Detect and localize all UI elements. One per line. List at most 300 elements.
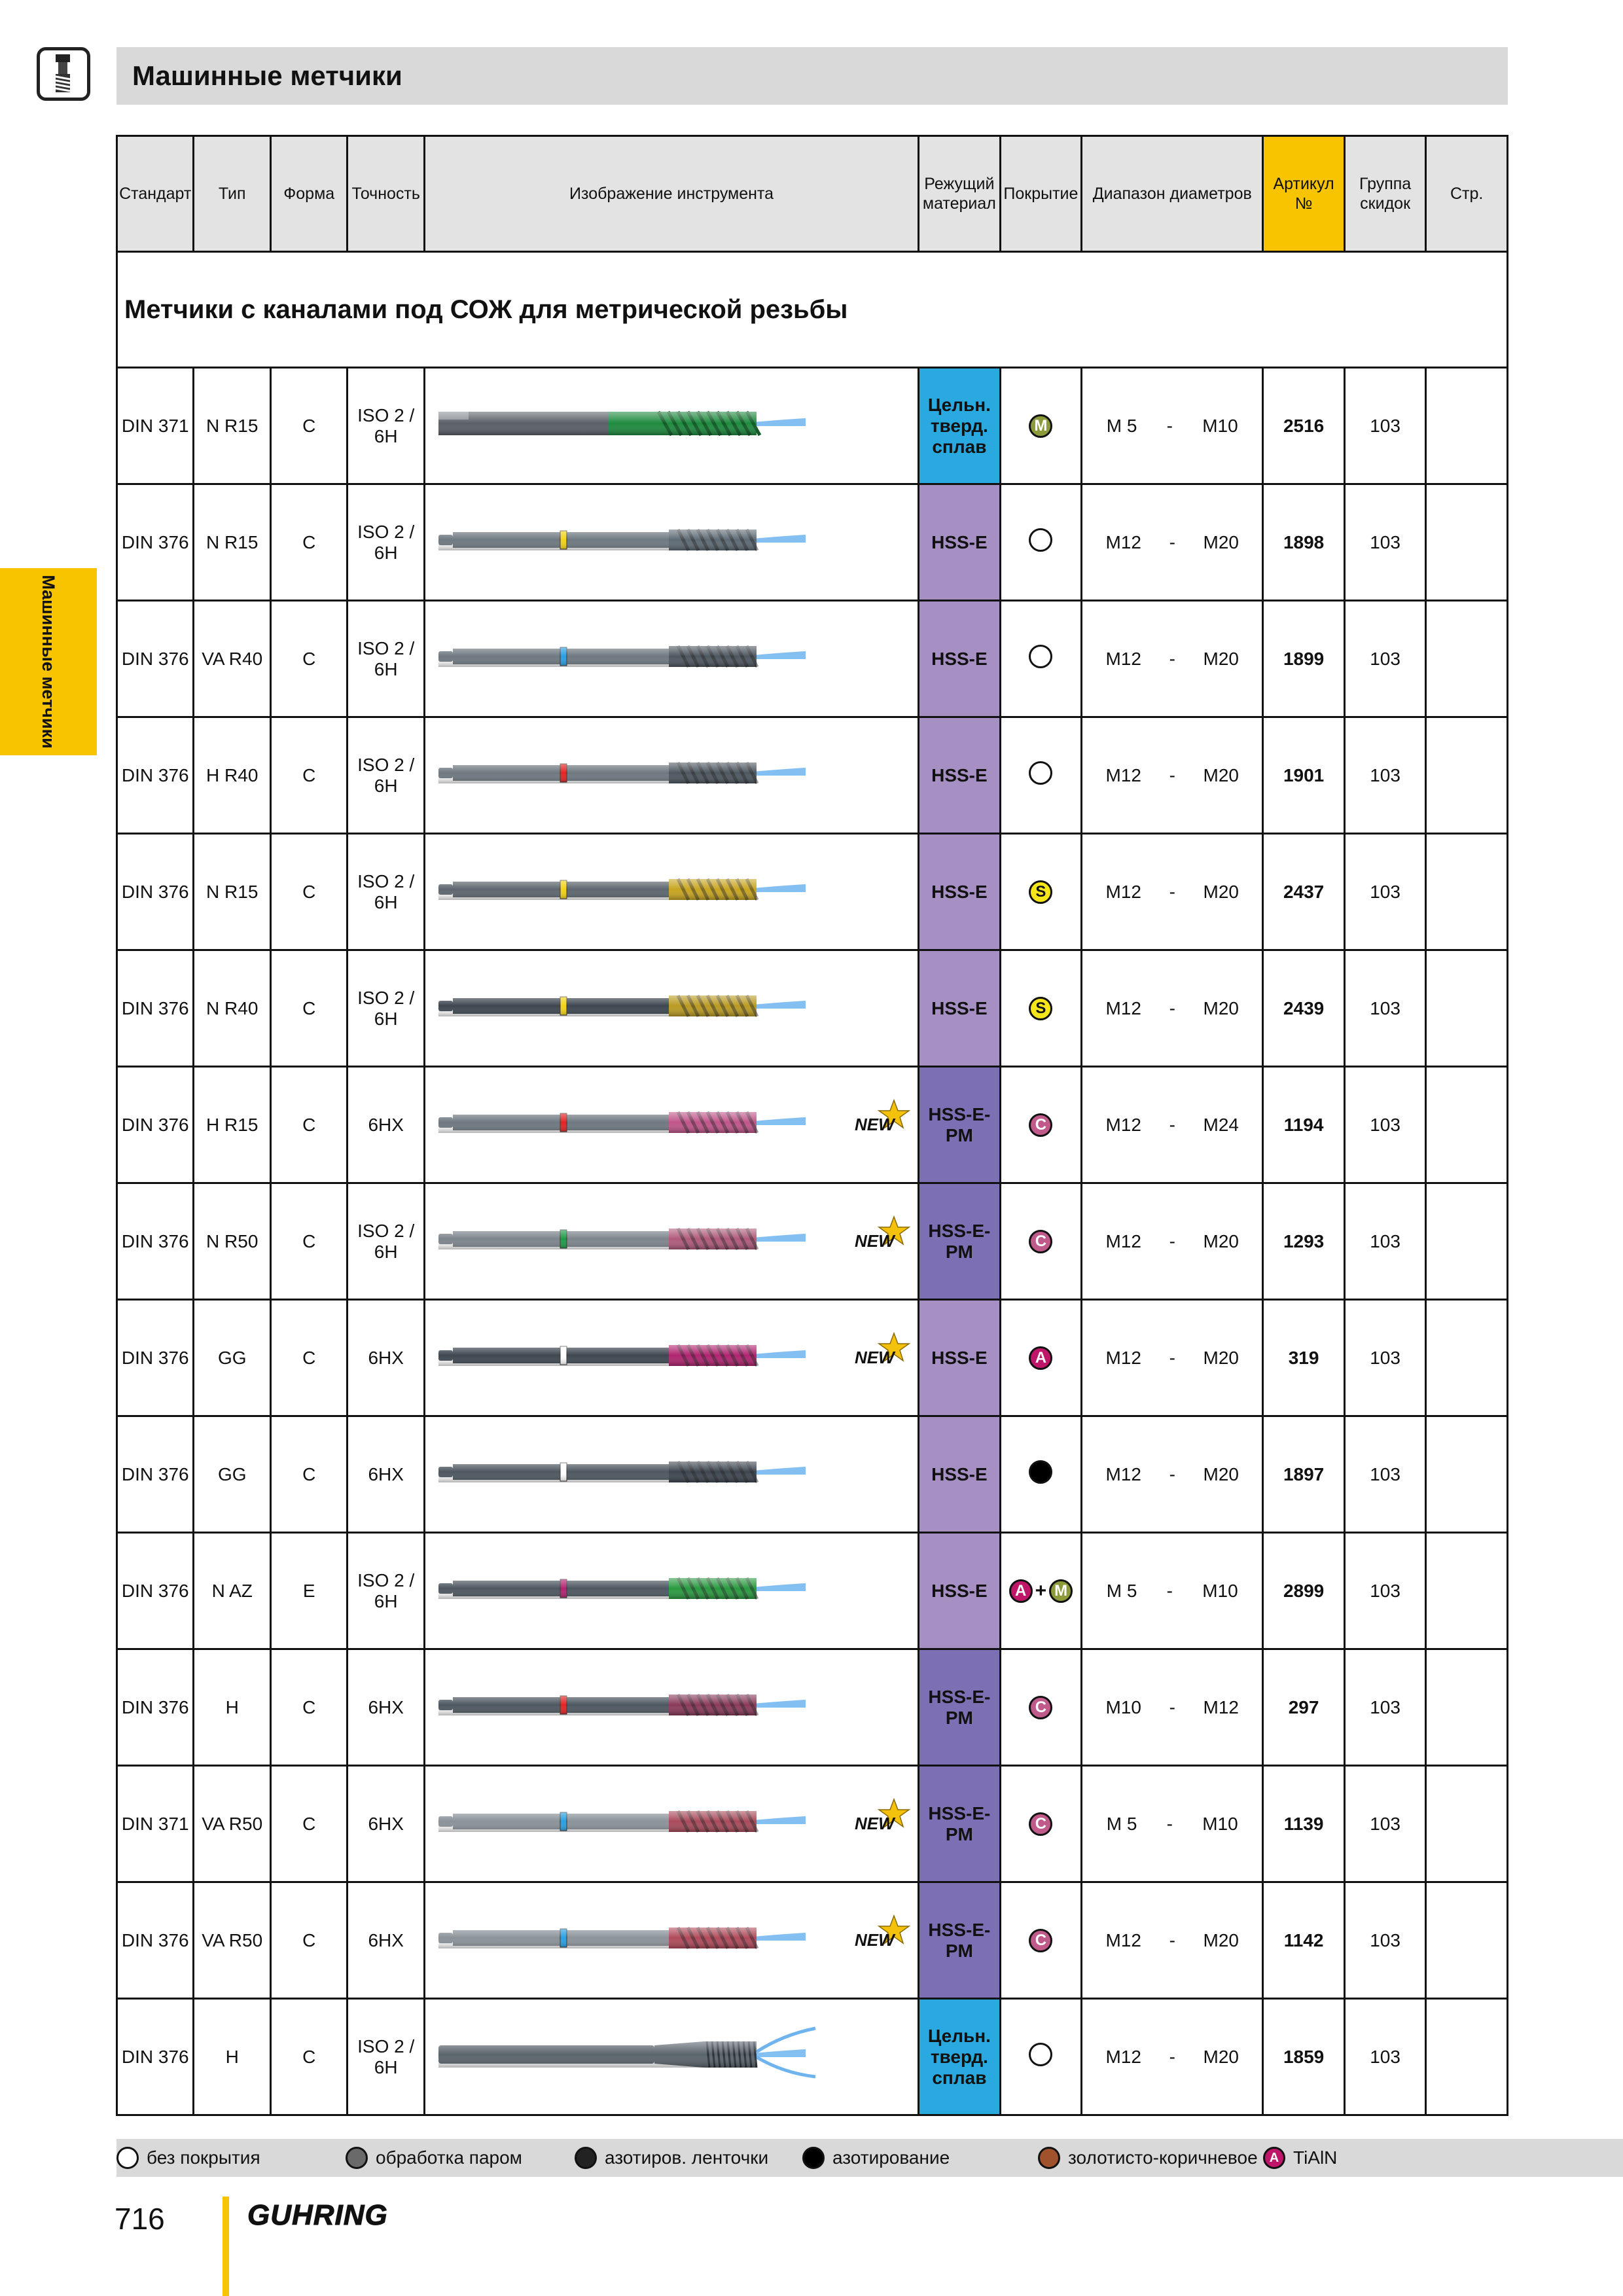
cell-article: 1859 <box>1263 1999 1345 2115</box>
col-discount: Группа скидок <box>1344 136 1426 252</box>
legend-swatch-icon <box>802 2147 825 2169</box>
cell-material: HSS-E <box>919 717 1001 834</box>
cell-standard: DIN 371 <box>117 368 194 484</box>
tool-image-7 <box>429 1184 914 1294</box>
cell-material: HSS-E <box>919 1533 1001 1649</box>
cell-material: Цельн. тверд. сплав <box>919 368 1001 484</box>
table-row <box>117 834 1508 950</box>
coating-none-icon <box>1029 528 1052 552</box>
cell-accuracy: ISO 2 / 6H <box>348 1533 424 1649</box>
cell-type: VA R50 <box>194 1766 270 1882</box>
cell-page <box>1426 601 1508 717</box>
cell-type: H <box>194 1649 270 1766</box>
diameter-sep: - <box>1169 1463 1175 1484</box>
cell-coating <box>1000 1416 1082 1533</box>
legend-item <box>575 2147 768 2169</box>
cell-material: HSS-E-PM <box>919 1882 1001 1999</box>
diameter-to: M10 <box>1202 1813 1238 1834</box>
col-coating: Покрытие <box>1000 136 1082 252</box>
cell-discount-group: 103 <box>1344 1649 1426 1766</box>
tool-image-8 <box>429 1300 914 1410</box>
diameter-to: M20 <box>1203 1347 1239 1368</box>
tool-image-12 <box>429 1767 914 1876</box>
table-row <box>117 1533 1508 1649</box>
legend-item <box>346 2147 522 2169</box>
table-row <box>117 368 1508 484</box>
new-badge <box>855 1217 909 1251</box>
cell-discount-group: 103 <box>1344 1416 1426 1533</box>
cell-form: C <box>270 834 347 950</box>
cell-standard: DIN 376 <box>117 1416 194 1533</box>
cell-page <box>1426 1067 1508 1183</box>
cell-standard: DIN 376 <box>117 601 194 717</box>
table-row <box>117 1067 1508 1183</box>
cell-coating <box>1000 950 1082 1067</box>
cell-page <box>1426 1882 1508 1999</box>
diameter-to: M20 <box>1203 531 1239 552</box>
cell-diameter <box>1082 368 1263 484</box>
col-material: Режущий материал <box>919 136 1001 252</box>
cell-article: 319 <box>1263 1300 1345 1416</box>
cell-tool-image <box>424 717 918 834</box>
cell-diameter <box>1082 1649 1263 1766</box>
cell-tool-image <box>424 1183 918 1300</box>
table-row <box>117 717 1508 834</box>
cell-page <box>1426 1649 1508 1766</box>
cell-discount-group: 103 <box>1344 1533 1426 1649</box>
cell-type: H R40 <box>194 717 270 834</box>
diameter-to: M20 <box>1203 764 1239 785</box>
cell-discount-group: 103 <box>1344 950 1426 1067</box>
coating-A-icon: A <box>1009 1579 1033 1603</box>
cell-type: H R15 <box>194 1067 270 1183</box>
cell-diameter <box>1082 1300 1263 1416</box>
cell-accuracy: ISO 2 / 6H <box>348 834 424 950</box>
table-row <box>117 1766 1508 1882</box>
svg-text:NEW: NEW <box>855 1231 895 1251</box>
diameter-from: M 5 <box>1106 415 1137 436</box>
cell-type: GG <box>194 1416 270 1533</box>
diameter-to: M20 <box>1203 997 1239 1018</box>
svg-text:NEW: NEW <box>855 1814 895 1833</box>
col-page: Стр. <box>1426 136 1508 252</box>
cell-accuracy: ISO 2 / 6H <box>348 1999 424 2115</box>
cell-page <box>1426 1416 1508 1533</box>
cell-coating <box>1000 1999 1082 2115</box>
product-table <box>116 135 1508 2116</box>
cell-standard: DIN 376 <box>117 834 194 950</box>
cell-material: HSS-E-PM <box>919 1649 1001 1766</box>
cell-diameter <box>1082 1416 1263 1533</box>
cell-page <box>1426 950 1508 1067</box>
svg-text:NEW: NEW <box>855 1348 895 1367</box>
cell-accuracy: ISO 2 / 6H <box>348 484 424 601</box>
cell-material: HSS-E <box>919 950 1001 1067</box>
tool-image-13 <box>429 1883 914 1993</box>
cell-material: HSS-E <box>919 1416 1001 1533</box>
legend-swatch-icon <box>1038 2147 1060 2169</box>
tool-image-14 <box>429 2000 914 2109</box>
new-badge <box>855 1100 909 1134</box>
diameter-sep: - <box>1166 415 1173 436</box>
tool-image-4 <box>429 834 914 944</box>
cell-form: C <box>270 1183 347 1300</box>
cell-accuracy: ISO 2 / 6H <box>348 1183 424 1300</box>
cell-discount-group: 103 <box>1344 601 1426 717</box>
cell-material: HSS-E-PM <box>919 1067 1001 1183</box>
cell-diameter <box>1082 1183 1263 1300</box>
table-row <box>117 1183 1508 1300</box>
cell-form: C <box>270 950 347 1067</box>
section-title: Метчики с каналами под СОЖ для метрической резьбы <box>117 252 1508 368</box>
cell-discount-group: 103 <box>1344 484 1426 601</box>
legend-label: TiAlN <box>1293 2147 1338 2168</box>
tool-image-3 <box>429 718 914 828</box>
diameter-from: M12 <box>1105 1114 1141 1135</box>
cell-page <box>1426 484 1508 601</box>
coating-C-icon: C <box>1029 1812 1052 1836</box>
cell-standard: DIN 376 <box>117 950 194 1067</box>
cell-material: HSS-E-PM <box>919 1183 1001 1300</box>
cell-article: 1901 <box>1263 717 1345 834</box>
side-tab-label: Машинные метчики <box>39 575 58 749</box>
cell-article: 1139 <box>1263 1766 1345 1882</box>
cell-page <box>1426 1999 1508 2115</box>
cell-tool-image <box>424 1300 918 1416</box>
cell-form: C <box>270 484 347 601</box>
page-number: 716 <box>115 2202 165 2236</box>
cell-coating <box>1000 1067 1082 1183</box>
cell-discount-group: 103 <box>1344 834 1426 950</box>
diameter-sep: - <box>1169 764 1175 785</box>
diameter-from: M12 <box>1105 531 1141 552</box>
table-row <box>117 950 1508 1067</box>
cell-coating <box>1000 368 1082 484</box>
cell-tool-image <box>424 601 918 717</box>
table-row <box>117 1416 1508 1533</box>
diameter-from: M12 <box>1105 1929 1141 1950</box>
tool-image-5 <box>429 951 914 1061</box>
col-article: Артикул № <box>1263 136 1345 252</box>
diameter-sep: - <box>1166 1580 1173 1601</box>
cell-tool-image <box>424 1649 918 1766</box>
cell-form: E <box>270 1533 347 1649</box>
cell-material: HSS-E-PM <box>919 1766 1001 1882</box>
legend-item <box>1038 2147 1258 2169</box>
cell-discount-group: 103 <box>1344 1766 1426 1882</box>
table-row <box>117 601 1508 717</box>
cell-article: 2516 <box>1263 368 1345 484</box>
tap-icon <box>37 47 90 101</box>
cell-discount-group: 103 <box>1344 1183 1426 1300</box>
cell-form: C <box>270 1766 347 1882</box>
diameter-to: M12 <box>1203 1696 1239 1717</box>
legend-label: золотисто-коричневое <box>1068 2147 1258 2168</box>
cell-type: H <box>194 1999 270 2115</box>
cell-tool-image <box>424 1882 918 1999</box>
cell-accuracy: ISO 2 / 6H <box>348 717 424 834</box>
coating-S-icon: S <box>1029 880 1052 904</box>
new-badge <box>855 1333 909 1367</box>
cell-tool-image <box>424 1067 918 1183</box>
cell-discount-group: 103 <box>1344 1999 1426 2115</box>
cell-form: C <box>270 601 347 717</box>
cell-coating <box>1000 1882 1082 1999</box>
cell-diameter <box>1082 1766 1263 1882</box>
cell-article: 1142 <box>1263 1882 1345 1999</box>
tool-image-6 <box>429 1067 914 1177</box>
cell-type: VA R50 <box>194 1882 270 1999</box>
cell-coating <box>1000 1766 1082 1882</box>
svg-text:NEW: NEW <box>855 1930 895 1950</box>
coating-C-icon: C <box>1029 1929 1052 1952</box>
col-standard: Стандарт <box>117 136 194 252</box>
cell-page <box>1426 1766 1508 1882</box>
table-row <box>117 1999 1508 2115</box>
cell-article: 297 <box>1263 1649 1345 1766</box>
cell-accuracy: ISO 2 / 6H <box>348 601 424 717</box>
cell-article: 2899 <box>1263 1533 1345 1649</box>
cell-article: 1897 <box>1263 1416 1345 1533</box>
cell-discount-group: 103 <box>1344 368 1426 484</box>
cell-type: N R15 <box>194 368 270 484</box>
cell-type: GG <box>194 1300 270 1416</box>
cell-coating <box>1000 834 1082 950</box>
cell-tool-image <box>424 368 918 484</box>
tool-image-2 <box>429 601 914 711</box>
diameter-sep: - <box>1166 1813 1173 1834</box>
title-bar <box>116 47 1508 105</box>
footer-accent-bar <box>223 2197 229 2296</box>
cell-diameter <box>1082 484 1263 601</box>
cell-standard: DIN 376 <box>117 1300 194 1416</box>
tool-image-9 <box>429 1417 914 1527</box>
tool-image-10 <box>429 1534 914 1643</box>
diameter-to: M20 <box>1203 881 1239 902</box>
table-row <box>117 1649 1508 1766</box>
cell-diameter <box>1082 601 1263 717</box>
diameter-sep: - <box>1169 1230 1175 1251</box>
cell-type: N R15 <box>194 484 270 601</box>
cell-tool-image <box>424 950 918 1067</box>
cell-form: C <box>270 717 347 834</box>
coating-M-icon: M <box>1029 414 1052 438</box>
side-tab <box>0 568 97 755</box>
cell-material: HSS-E <box>919 601 1001 717</box>
diameter-to: M20 <box>1203 1230 1239 1251</box>
tool-image-11 <box>429 1650 914 1760</box>
legend-label: без покрытия <box>147 2147 260 2168</box>
legend-label: азотирование <box>832 2147 950 2168</box>
diameter-sep: - <box>1169 531 1175 552</box>
cell-accuracy: ISO 2 / 6H <box>348 368 424 484</box>
diameter-to: M20 <box>1203 2046 1239 2067</box>
cell-page <box>1426 368 1508 484</box>
cell-article: 1899 <box>1263 601 1345 717</box>
cell-standard: DIN 376 <box>117 1067 194 1183</box>
cell-coating <box>1000 1183 1082 1300</box>
col-diameter: Диапазон диаметров <box>1082 136 1263 252</box>
diameter-sep: - <box>1169 2046 1175 2067</box>
section-row <box>117 252 1508 368</box>
cell-page <box>1426 1300 1508 1416</box>
cell-article: 1194 <box>1263 1067 1345 1183</box>
cell-form: C <box>270 1882 347 1999</box>
col-type: Тип <box>194 136 270 252</box>
diameter-sep: - <box>1169 1696 1175 1717</box>
cell-coating <box>1000 717 1082 834</box>
legend <box>116 2139 1623 2177</box>
cell-form: C <box>270 1416 347 1533</box>
cell-accuracy: ISO 2 / 6H <box>348 950 424 1067</box>
cell-form: C <box>270 368 347 484</box>
coating-none-icon <box>1029 645 1052 668</box>
cell-material: Цельн. тверд. сплав <box>919 1999 1001 2115</box>
cell-standard: DIN 376 <box>117 1533 194 1649</box>
diameter-sep: - <box>1169 881 1175 902</box>
diameter-from: M 5 <box>1106 1580 1137 1601</box>
diameter-sep: - <box>1169 1114 1175 1135</box>
cell-page <box>1426 717 1508 834</box>
legend-swatch-icon: A <box>1263 2147 1285 2169</box>
diameter-from: M 5 <box>1106 1813 1137 1834</box>
cell-page <box>1426 1183 1508 1300</box>
cell-accuracy: 6HX <box>348 1766 424 1882</box>
cell-page <box>1426 1533 1508 1649</box>
coating-A-icon: A <box>1029 1346 1052 1370</box>
legend-label: обработка паром <box>376 2147 522 2168</box>
page-title: Машинные метчики <box>132 60 402 91</box>
coating-none-icon <box>1029 2043 1052 2066</box>
new-badge <box>855 1799 909 1833</box>
cell-standard: DIN 371 <box>117 1766 194 1882</box>
cell-discount-group: 103 <box>1344 1067 1426 1183</box>
cell-type: VA R40 <box>194 601 270 717</box>
cell-diameter <box>1082 1533 1263 1649</box>
cell-accuracy: 6HX <box>348 1882 424 1999</box>
col-form: Форма <box>270 136 347 252</box>
cell-form: C <box>270 1300 347 1416</box>
legend-item <box>1263 2147 1337 2169</box>
coating-M-icon: M <box>1049 1579 1073 1603</box>
table-row <box>117 484 1508 601</box>
diameter-from: M12 <box>1105 1230 1141 1251</box>
col-accuracy: Точность <box>348 136 424 252</box>
cell-standard: DIN 376 <box>117 1999 194 2115</box>
cell-tool-image <box>424 484 918 601</box>
diameter-to: M20 <box>1203 1929 1239 1950</box>
coating-N-icon <box>1029 1460 1052 1484</box>
cell-discount-group: 103 <box>1344 1300 1426 1416</box>
cell-coating <box>1000 1300 1082 1416</box>
diameter-sep: - <box>1169 1347 1175 1368</box>
legend-swatch-icon <box>116 2147 139 2169</box>
cell-diameter <box>1082 834 1263 950</box>
coating-none-icon <box>1029 761 1052 785</box>
cell-diameter <box>1082 1067 1263 1183</box>
cell-standard: DIN 376 <box>117 1183 194 1300</box>
diameter-to: M20 <box>1203 648 1239 669</box>
cell-standard: DIN 376 <box>117 1649 194 1766</box>
cell-coating: A + M <box>1000 1533 1082 1649</box>
diameter-to: M10 <box>1202 1580 1238 1601</box>
cell-diameter <box>1082 950 1263 1067</box>
cell-diameter <box>1082 1882 1263 1999</box>
legend-item <box>116 2147 260 2169</box>
cell-discount-group: 103 <box>1344 717 1426 834</box>
diameter-from: M12 <box>1105 2046 1141 2067</box>
legend-swatch-icon <box>575 2147 597 2169</box>
legend-swatch-icon <box>346 2147 368 2169</box>
cell-discount-group: 103 <box>1344 1882 1426 1999</box>
brand-logo: GUHRING <box>247 2199 388 2231</box>
cell-diameter <box>1082 1999 1263 2115</box>
table-row <box>117 1300 1508 1416</box>
diameter-from: M12 <box>1105 764 1141 785</box>
diameter-from: M12 <box>1105 648 1141 669</box>
cell-accuracy: 6HX <box>348 1300 424 1416</box>
new-badge <box>855 1916 909 1950</box>
diameter-to: M20 <box>1203 1463 1239 1484</box>
coating-S-icon: S <box>1029 997 1052 1020</box>
cell-accuracy: 6HX <box>348 1649 424 1766</box>
cell-accuracy: 6HX <box>348 1416 424 1533</box>
cell-article: 1898 <box>1263 484 1345 601</box>
cell-coating <box>1000 1649 1082 1766</box>
tool-image-0 <box>429 368 914 478</box>
cell-standard: DIN 376 <box>117 717 194 834</box>
diameter-sep: - <box>1169 997 1175 1018</box>
cell-form: C <box>270 1649 347 1766</box>
cell-tool-image <box>424 1999 918 2115</box>
cell-material: HSS-E <box>919 1300 1001 1416</box>
diameter-from: M10 <box>1105 1696 1141 1717</box>
cell-material: HSS-E <box>919 484 1001 601</box>
cell-tool-image <box>424 1533 918 1649</box>
cell-type: N R50 <box>194 1183 270 1300</box>
cell-tool-image <box>424 1766 918 1882</box>
cell-article: 1293 <box>1263 1183 1345 1300</box>
cell-tool-image <box>424 834 918 950</box>
diameter-sep: - <box>1169 1929 1175 1950</box>
col-image: Изображение инструмента <box>424 136 918 252</box>
coating-C-icon: C <box>1029 1113 1052 1137</box>
diameter-sep: - <box>1169 648 1175 669</box>
cell-standard: DIN 376 <box>117 484 194 601</box>
coating-C-icon: C <box>1029 1230 1052 1253</box>
svg-text:NEW: NEW <box>855 1115 895 1134</box>
cell-type: N AZ <box>194 1533 270 1649</box>
cell-coating <box>1000 484 1082 601</box>
diameter-to: M24 <box>1203 1114 1239 1135</box>
cell-form: C <box>270 1999 347 2115</box>
cell-type: N R15 <box>194 834 270 950</box>
cell-diameter <box>1082 717 1263 834</box>
cell-article: 2437 <box>1263 834 1345 950</box>
cell-page <box>1426 834 1508 950</box>
legend-item <box>802 2147 950 2169</box>
cell-type: N R40 <box>194 950 270 1067</box>
cell-accuracy: 6HX <box>348 1067 424 1183</box>
table-header <box>117 136 1508 252</box>
diameter-to: M10 <box>1202 415 1238 436</box>
legend-label: азотиров. ленточки <box>605 2147 769 2168</box>
cell-standard: DIN 376 <box>117 1882 194 1999</box>
coating-C-icon: C <box>1029 1696 1052 1719</box>
cell-form: C <box>270 1067 347 1183</box>
cell-coating <box>1000 601 1082 717</box>
cell-material: HSS-E <box>919 834 1001 950</box>
